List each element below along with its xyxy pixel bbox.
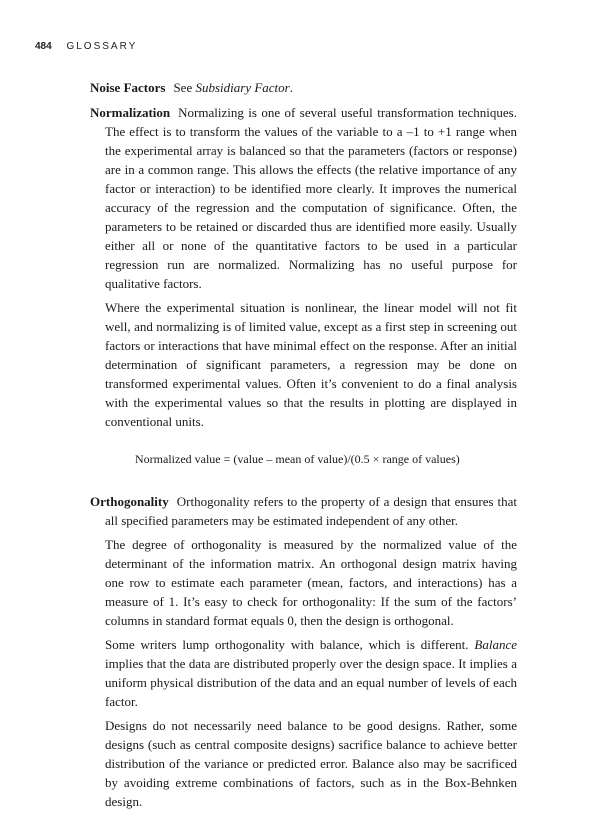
entry-paragraph	[90, 492, 517, 530]
entry-term: Orthogonality	[90, 494, 169, 509]
definition-paragraph: Designs do not necessarily need balance to be good designs. Rather, some designs (such as central composite designs) sacrifice balance to achieve better distribution of the variance or predicted error. Balance also may be sacrificed by avoiding extreme combinations of factors, such as in the Box-Behnken design.	[105, 718, 517, 809]
see-end: .	[289, 80, 293, 95]
definition-paragraph: The degree of orthogonality is measured by the normalized value of the determinant of the information matrix. An orthogonal design matrix having one row to estimate each parameter (mean, factors, and interactions) has a measure of 1. It’s easy to check for orthogonality: If the sum of the factors’ columns in standard format equals 0, then the design is orthogonal.	[105, 537, 517, 628]
running-title: GLOSSARY	[66, 41, 138, 52]
entry-orthogonality	[90, 492, 517, 811]
balance-text: implies that the data are distributed properly over the design space. It implies a uniform physical distribution of the data and an equal number of levels of each factor.	[105, 656, 517, 709]
page-number: 484	[35, 41, 52, 52]
definition-paragraph	[90, 635, 517, 711]
balance-term: Balance	[474, 637, 517, 652]
definition-text: Orthogonality refers to the property of a design that ensures that all specified parameters may be estimated independent of any other.	[105, 494, 517, 528]
definition-paragraph: Where the experimental situation is nonlinear, the linear model will not fit well, and normalizing is of limited value, except as a first step in screening out factors or interactions that have minimal effect on the response. After an initial determination of significant parameters, a regression may be done on transformed experimental values. Often it’s convenient to do a final analysis with the experimental values so that the results in plotting are displayed in conventional units.	[105, 300, 517, 429]
running-head	[35, 41, 137, 52]
glossary-content	[90, 78, 517, 817]
entry-term: Normalization	[90, 105, 171, 120]
entry-normalization	[90, 103, 517, 469]
entry-paragraph	[90, 78, 517, 97]
see-reference: Subsidiary Factor	[195, 80, 290, 95]
definition-text: Normalizing is one of several useful transformation techniques. The effect is to transform the values of the variable to a –1 to +1 range when the experimental array is balanced so that the parameters (factors or response) are in a common range. This allows the effects (the relative importance of any factor or interaction) to be identified more clearly. It improves the numerical accuracy of the regression and the computation of significance. Often, the parameters to be retained or discarded thus are identified more easily. Usually either all or none of the quantitative factors to be used in a particular regression run are normalized. Normalizing has no useful purpose for qualitative factors.	[105, 105, 517, 291]
entry-term: Noise Factors	[90, 80, 166, 95]
entry-paragraph	[90, 103, 517, 293]
see-text: See	[173, 80, 196, 95]
entry-noise-factors	[90, 78, 517, 97]
balance-intro: Some writers lump orthogonality with balance, which is different.	[105, 637, 475, 652]
normalization-formula: Normalized value = (value – mean of value)/(0.5 × range of values)	[135, 452, 460, 466]
